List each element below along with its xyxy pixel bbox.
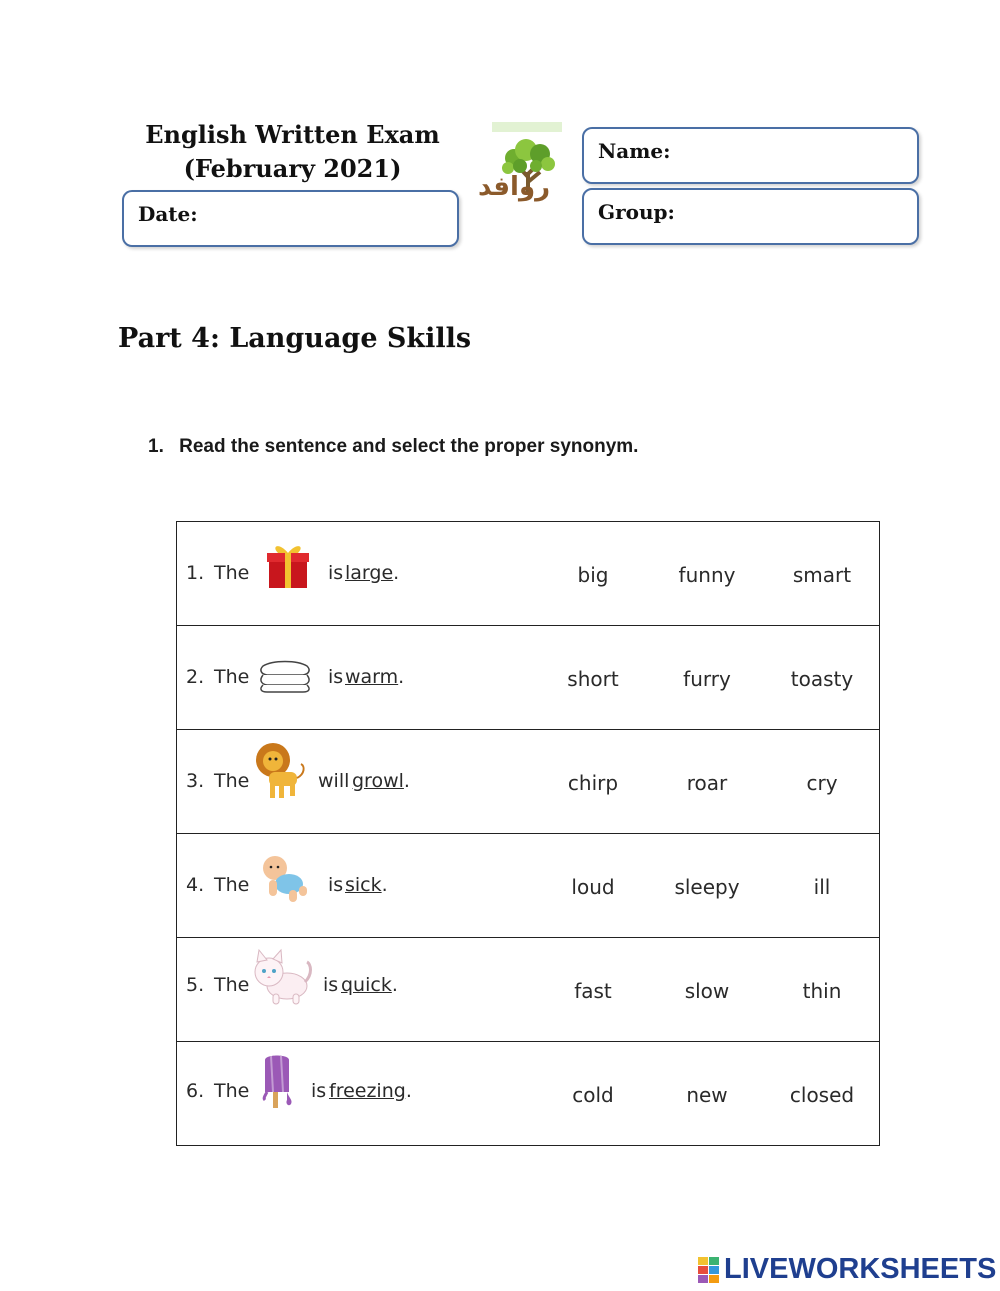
baby-icon xyxy=(259,852,309,904)
row-number: 5. xyxy=(186,974,205,996)
row-number: 2. xyxy=(186,666,205,688)
row-period: . xyxy=(391,974,398,996)
table-row xyxy=(177,834,879,938)
row-verb: is xyxy=(311,1080,327,1102)
row-period: . xyxy=(405,1080,412,1102)
row-number: 4. xyxy=(186,874,205,896)
table-row xyxy=(177,938,879,1042)
group-input[interactable] xyxy=(694,198,905,235)
popsicle-icon xyxy=(259,1052,299,1114)
liveworksheets-wordmark: LIVEWORKSHEETS xyxy=(724,1253,997,1285)
row-the: The xyxy=(214,974,250,996)
option-2[interactable]: new xyxy=(686,1083,728,1107)
option-1[interactable]: chirp xyxy=(567,771,619,795)
row-target xyxy=(345,562,399,584)
target-word: large xyxy=(345,562,394,584)
row-number: 6. xyxy=(186,1080,205,1102)
row-verb: will xyxy=(318,770,350,792)
row-target xyxy=(352,770,410,792)
table-row xyxy=(177,1042,879,1145)
option-3[interactable]: toasty xyxy=(790,667,854,691)
name-field-box xyxy=(582,127,919,184)
row-period: . xyxy=(403,770,410,792)
kitten-icon xyxy=(249,948,315,1008)
exam-title: English Written Exam xyxy=(145,120,440,149)
row-the: The xyxy=(214,770,250,792)
target-word: growl xyxy=(352,770,404,792)
row-the: The xyxy=(214,666,250,688)
date-label: Date: xyxy=(138,202,198,226)
option-3[interactable]: closed xyxy=(789,1083,855,1107)
instruction-number: 1. xyxy=(148,436,164,457)
row-target xyxy=(345,666,404,688)
group-label: Group: xyxy=(598,200,675,224)
exam-date-subtitle: (February 2021) xyxy=(183,154,402,183)
row-target xyxy=(341,974,398,996)
target-word: quick xyxy=(341,974,392,996)
option-1[interactable]: loud xyxy=(571,875,615,899)
option-2[interactable]: roar xyxy=(686,771,728,795)
option-2[interactable]: funny xyxy=(678,563,736,587)
lion-icon xyxy=(253,740,309,800)
instruction-text: Read the sentence and select the proper synonym. xyxy=(179,436,639,457)
gift-icon xyxy=(265,542,311,590)
row-number: 1. xyxy=(186,562,205,584)
option-2[interactable]: furry xyxy=(683,667,731,691)
table-row xyxy=(177,626,879,730)
section-title: Part 4: Language Skills xyxy=(118,323,472,354)
row-verb: is xyxy=(328,562,344,584)
option-3[interactable]: ill xyxy=(813,875,831,899)
row-target xyxy=(345,874,388,896)
school-logo xyxy=(470,122,575,212)
row-verb: is xyxy=(328,874,344,896)
option-1[interactable]: short xyxy=(567,667,619,691)
instruction xyxy=(148,436,638,458)
name-input[interactable] xyxy=(684,137,905,174)
row-verb: is xyxy=(323,974,339,996)
row-the: The xyxy=(214,1080,250,1102)
row-the: The xyxy=(214,562,250,584)
target-word: warm xyxy=(345,666,399,688)
table-row xyxy=(177,730,879,834)
target-word: sick xyxy=(345,874,382,896)
blanket-icon xyxy=(257,658,313,694)
logo-arabic-text: روافد xyxy=(478,172,551,202)
name-label: Name: xyxy=(598,139,671,163)
date-field-box xyxy=(122,190,459,247)
option-2[interactable]: sleepy xyxy=(674,875,740,899)
date-input[interactable] xyxy=(214,200,445,237)
option-1[interactable]: cold xyxy=(572,1083,614,1107)
option-1[interactable]: big xyxy=(577,563,609,587)
option-3[interactable]: cry xyxy=(806,771,838,795)
row-period: . xyxy=(381,874,388,896)
option-3[interactable]: thin xyxy=(802,979,842,1003)
option-3[interactable]: smart xyxy=(792,563,852,587)
target-word: freezing xyxy=(329,1080,406,1102)
option-1[interactable]: fast xyxy=(574,979,612,1003)
synonym-table xyxy=(176,521,880,1146)
row-period: . xyxy=(398,666,405,688)
table-row xyxy=(177,522,879,626)
group-field-box xyxy=(582,188,919,245)
row-verb: is xyxy=(328,666,344,688)
row-number: 3. xyxy=(186,770,205,792)
option-2[interactable]: slow xyxy=(684,979,730,1003)
row-target xyxy=(329,1080,412,1102)
row-period: . xyxy=(393,562,400,584)
liveworksheets-logo xyxy=(698,1253,998,1287)
row-the: The xyxy=(214,874,250,896)
liveworksheets-blocks-icon xyxy=(698,1257,720,1283)
